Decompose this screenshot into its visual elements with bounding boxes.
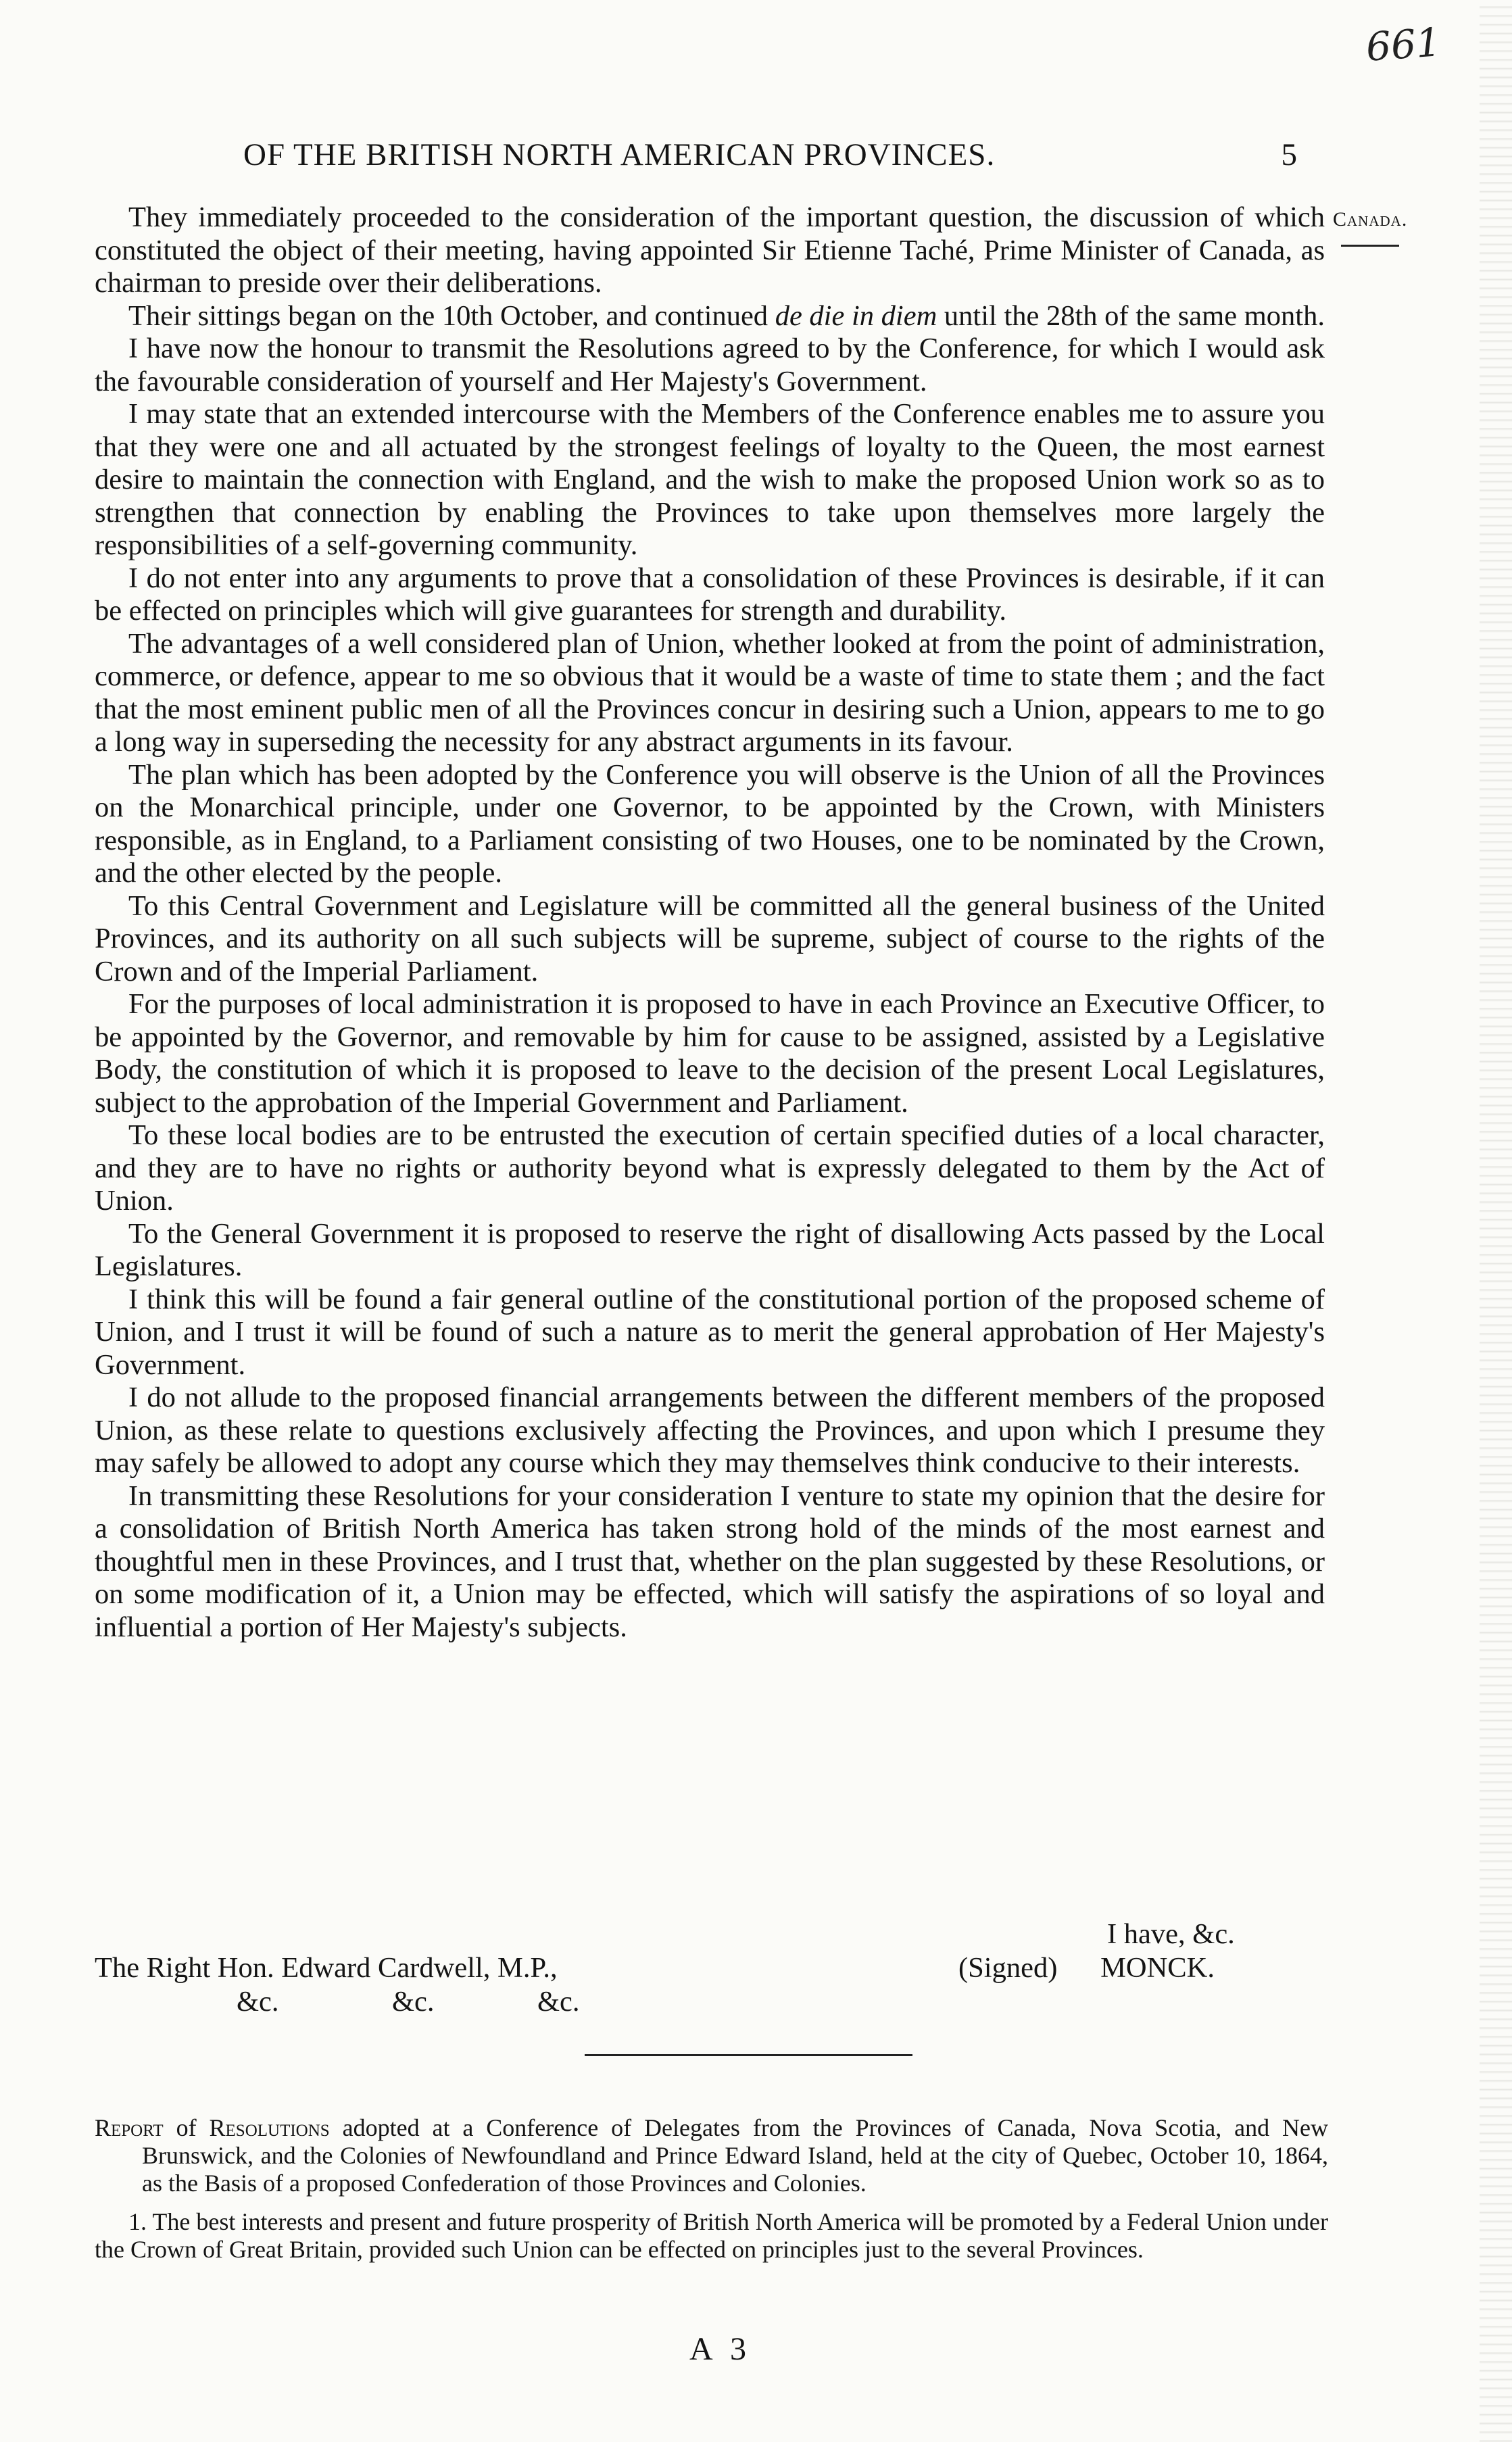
letter-body xyxy=(95,201,1325,1644)
resolution-1: 1. The best interests and present and future prosperity of British North America will be promoted by a Federal Union under the Crown of Great Britain, provided such Union can be effected on principles just to the several Provinces. xyxy=(95,2208,1328,2263)
addressee: The Right Hon. Edward Cardwell, M.P., xyxy=(95,1952,558,1984)
report-heading: Report of Resolutions adopted at a Conference of Delegates from the Provinces of Canada, Nova Scotia, and New Brunswick, and the Colonies of Newfoundland and Prince Edward Island, held at the city of Quebec, October 10, 1864, as the Basis of a proposed Confederation of those Provinces and Colonies. xyxy=(95,2114,1328,2197)
etc-1: &c. xyxy=(237,1986,279,2018)
paragraph: I do not allude to the proposed financial arrangements between the different members of the proposed Union, as these relate to questions exclusively affecting the Provinces, and upon which I presume they may safely be allowed to adopt any course which they may themselves think conducive to their interests. xyxy=(95,1382,1325,1479)
margin-note-label: Canada. xyxy=(1333,208,1408,230)
etc-2: &c. xyxy=(392,1986,435,2018)
paragraph: To these local bodies are to be entrusted the execution of certain specified duties of a local character, and they are to have no rights or authority beyond what is expressly delegated to them by the Act of Union. xyxy=(95,1119,1325,1217)
closing-line: I have, &c. xyxy=(1107,1918,1235,1950)
etc-3: &c. xyxy=(537,1986,580,2018)
signature-line: (Signed) MONCK. xyxy=(958,1952,1215,1984)
printer-signature-mark: A 3 xyxy=(689,2331,752,2367)
paragraph: I may state that an extended intercourse with the Members of the Conference enables me to assure you that they were one and all actuated by the strongest feelings of loyalty to the Queen, the most earnest desire to maintain the connection with England, and the wish to make the proposed Union work so as to strengthen that connection by enabling the Provinces to take upon themselves more largely the responsibilities of a self-governing community. xyxy=(95,398,1325,561)
paragraph: I have now the honour to transmit the Resolutions agreed to by the Conference, for which I would ask the favourable consideration of yourself and Her Majesty's Government. xyxy=(95,333,1325,397)
margin-note xyxy=(1333,208,1407,247)
paragraph: In transmitting these Resolutions for your consideration I venture to state my opinion that the desire for a consolidation of British North America has taken strong hold of the minds of the most earnest and thoughtful men in these Provinces, and I trust that, whether on the plan suggested by these Resolutions, or on some modification of it, a Union may be effected, which will satisfy the aspirations of so loyal and influential a portion of Her Majesty's subjects. xyxy=(95,1480,1325,1643)
paragraph: To the General Government it is proposed to reserve the right of disallowing Acts passed by the Local Legislatures. xyxy=(95,1217,1325,1282)
paragraph: Their sittings began on the 10th October, and continued de die in diem until the 28th of the same month. xyxy=(128,299,1325,332)
page-number: 5 xyxy=(1281,137,1298,172)
handwritten-page-mark: 661 xyxy=(1365,19,1443,70)
paragraph: For the purposes of local administration it is proposed to have in each Province an Executive Officer, to be appointed by the Governor, and removable by him for cause to be assigned, assisted by a Legislative Body, the constitution of which it is proposed to leave to the decision of the present Local Legislatures, subject to the approbation of the Imperial Government and Parliament. xyxy=(95,988,1325,1119)
paragraph: The advantages of a well considered plan of Union, whether looked at from the point of administration, commerce, or defence, appear to me so obvious that it would be a waste of time to state them ; and the fact that the most eminent public men of all the Provinces concur in desiring such a Union, appears to me to go a long way in superseding the necessity for any abstract arguments in its favour. xyxy=(95,627,1325,758)
paragraph: To this Central Government and Legislature will be committed all the general business of the United Provinces, and its authority on all such subjects will be supreme, subject of course to the rights of the Crown and of the Imperial Parliament. xyxy=(95,889,1325,987)
running-title: OF THE BRITISH NORTH AMERICAN PROVINCES. xyxy=(243,137,996,172)
paragraph: The plan which has been adopted by the Conference you will observe is the Union of all the Provinces on the Monarchical principle, under one Governor, to be appointed by the Crown, with Ministers responsible, as in England, to a Parliament consisting of two Houses, one to be nominated by the Crown, and the other elected by the people. xyxy=(95,758,1325,889)
paragraph: They immediately proceeded to the consideration of the important question, the discussion of which constituted the object of their meeting, having appointed Sir Etienne Taché, Prime Minister of Canada, as chairman to preside over their deliberations. xyxy=(95,201,1325,299)
page-binding-edge xyxy=(1480,0,1512,2442)
paragraph: I think this will be found a fair general outline of the constitutional portion of the proposed scheme of Union, and I trust it will be found of such a nature as to merit the general approbation of Her Majesty's Government. xyxy=(95,1283,1325,1381)
margin-note-rule xyxy=(1341,245,1399,247)
section-divider xyxy=(585,2054,912,2056)
report-section xyxy=(95,2114,1328,2264)
paragraph: I do not enter into any arguments to prove that a consolidation of these Provinces is desirable, if it can be effected on principles which will give guarantees for strength and durability. xyxy=(95,562,1325,627)
italic-phrase: de die in diem xyxy=(775,299,937,332)
